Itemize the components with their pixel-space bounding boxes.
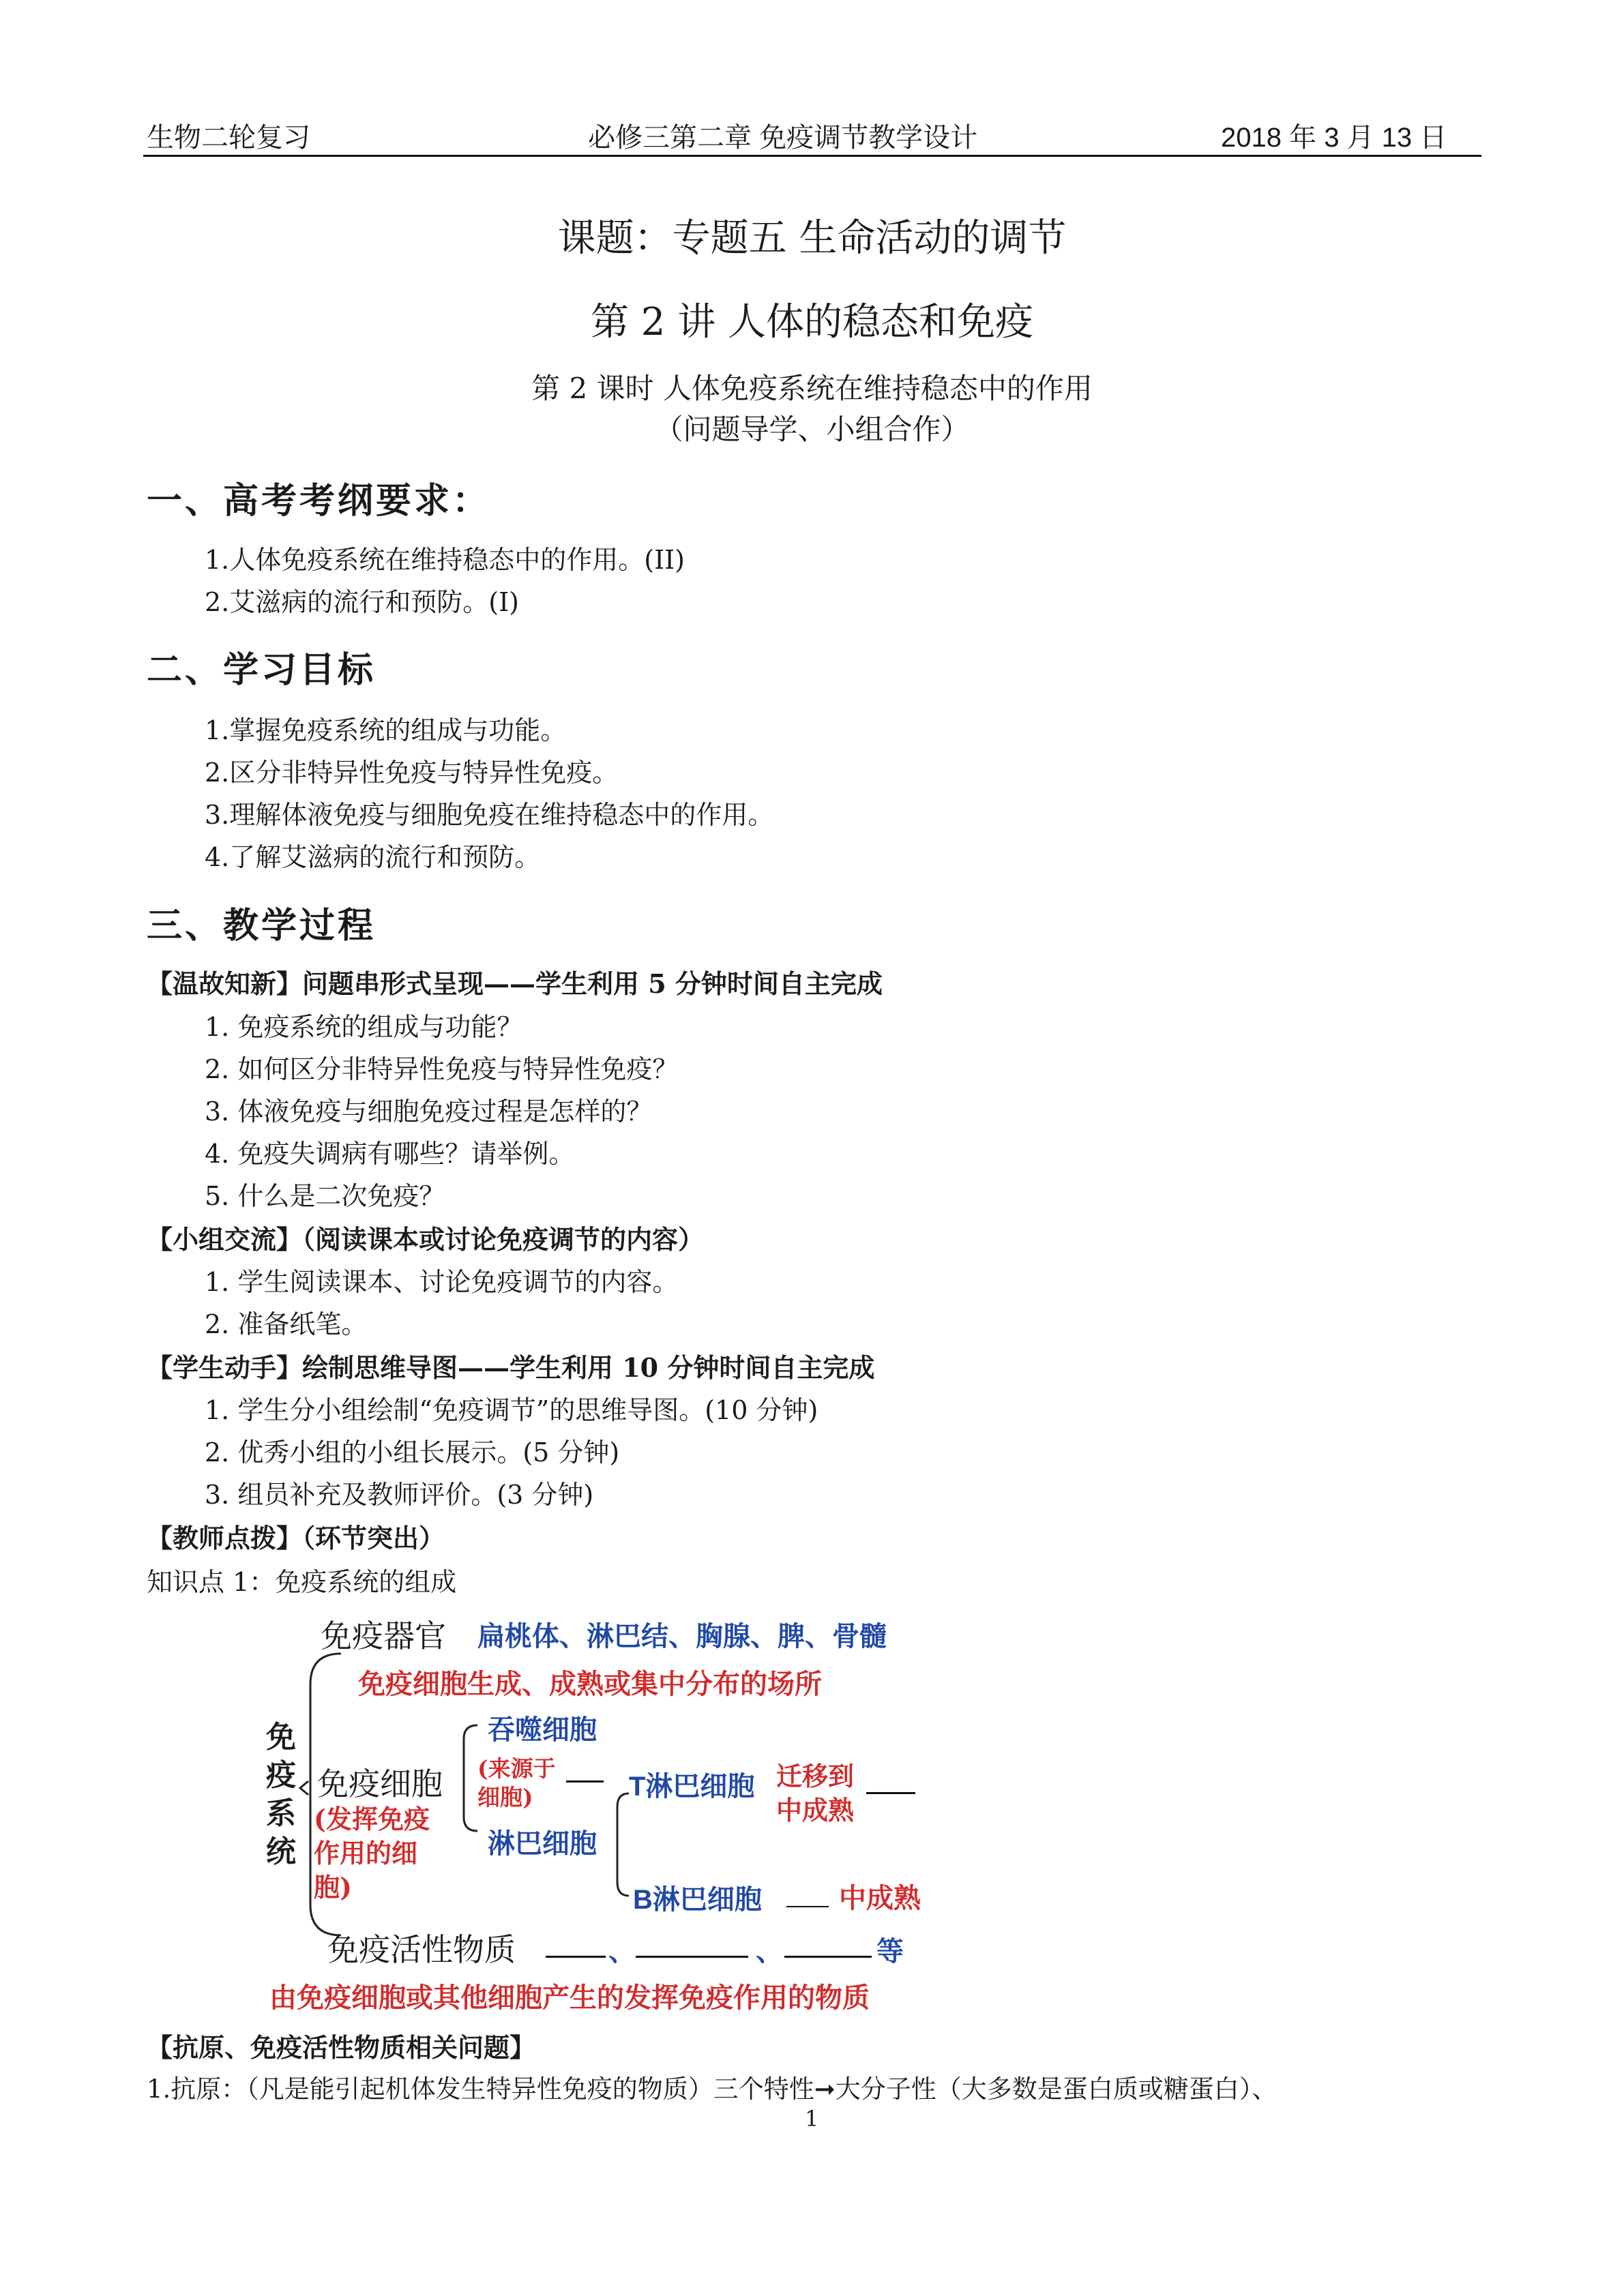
handson-item: 3. 组员补充及教师评价。(3 分钟) <box>205 1480 594 1510</box>
bcell-blank <box>786 1906 829 1907</box>
lymphocyte-label: 淋巴细胞 <box>488 1829 597 1859</box>
organ-desc: 免疫细胞生成、成熟或集中分布的场所 <box>358 1668 822 1700</box>
review-item: 2. 如何区分非特异性免疫与特异性免疫？ <box>205 1054 679 1084</box>
handson-item: 2. 优秀小组的小组长展示。(5 分钟) <box>205 1437 620 1467</box>
handson-title: 【学生动手】绘制思维导图——学生利用 10 分钟时间自主完成 <box>147 1352 875 1383</box>
bcell-label: B淋巴细胞 <box>633 1885 762 1915</box>
header-center: 必修三第二章 免疫调节教学设计 <box>588 123 978 153</box>
lymph-bracket <box>617 1793 629 1896</box>
cell-bracket <box>464 1725 477 1831</box>
root-bracket-tip <box>300 1781 308 1795</box>
active-blank <box>636 1956 748 1958</box>
lecture-title: 第 2 讲 人体的稳态和免疫 <box>590 300 1034 344</box>
section1-heading: 一、高考考纲要求： <box>147 480 491 522</box>
active-blank <box>784 1956 872 1958</box>
group-item: 2. 准备纸笔。 <box>205 1309 368 1339</box>
organ-list: 扁桃体、淋巴结、胸腺、脾、骨髓 <box>477 1622 887 1652</box>
section2-item: 4.了解艾滋病的流行和预防。 <box>205 842 541 872</box>
group-item: 1. 学生阅读课本、讨论免疫调节的内容。 <box>205 1267 679 1297</box>
active-sep: 、 <box>756 1937 783 1967</box>
source-blank <box>566 1780 604 1783</box>
group-title: 【小组交流】（阅读课本或讨论免疫调节的内容） <box>147 1224 705 1255</box>
section1-item: 1.人体免疫系统在维持稳态中的作用。(II) <box>205 545 685 575</box>
root-label: 免疫系统 <box>266 1720 296 1868</box>
header-date: 2018 年 3 月 13 日 <box>1221 123 1447 153</box>
review-item: 5. 什么是二次免疫？ <box>205 1181 445 1211</box>
active-desc: 由免疫细胞或其他细胞产生的发挥免疫作用的物质 <box>269 1982 870 2014</box>
active-sep: 、 <box>608 1937 636 1967</box>
header-left: 生物二轮复习 <box>147 123 310 153</box>
knowledge-point-1: 知识点 1：免疫系统的组成 <box>147 1567 457 1597</box>
antigen-title: 【抗原、免疫活性物质相关问题】 <box>147 2032 536 2063</box>
active-etc: 等 <box>876 1937 904 1967</box>
topic-title: 课题：专题五 生命活动的调节 <box>557 216 1067 260</box>
bcell-desc: 中成熟 <box>839 1882 921 1914</box>
teacher-title: 【教师点拨】（环节突出） <box>147 1523 445 1553</box>
section2-item: 1.掌握免疫系统的组成与功能。 <box>205 715 567 745</box>
section2-item: 3.理解体液免疫与细胞免疫在维持稳态中的作用。 <box>205 800 774 830</box>
method-subtitle: （问题导学、小组合作） <box>654 413 970 446</box>
review-item: 3. 体液免疫与细胞免疫过程是怎样的？ <box>205 1097 653 1127</box>
section2-item: 2.区分非特异性免疫与特异性免疫。 <box>205 758 619 788</box>
lesson-title: 第 2 课时 人体免疫系统在维持稳态中的作用 <box>531 372 1093 405</box>
antigen-line: 1.抗原：（凡是能引起机体发生特异性免疫的物质）三个特性➞大分子性（大多数是蛋白质或糖蛋白）、 <box>147 2074 1278 2104</box>
active-label: 免疫活性物质 <box>327 1932 516 1967</box>
tcell-blank <box>866 1792 915 1794</box>
tcell-label: T淋巴细胞 <box>629 1772 755 1802</box>
review-title: 【温故知新】问题串形式呈现——学生利用 5 分钟时间自主完成 <box>147 968 883 999</box>
review-item: 4. 免疫失调病有哪些？请举例。 <box>205 1139 575 1169</box>
macrophage-label: 吞噬细胞 <box>488 1715 597 1745</box>
page-number: 1 <box>805 2106 819 2132</box>
cell-label: 免疫细胞 <box>317 1766 443 1802</box>
tcell-desc: 迁移到中成熟 <box>776 1761 855 1825</box>
active-blank <box>546 1956 606 1958</box>
handson-item: 1. 学生分小组绘制“免疫调节”的思维导图。(10 分钟) <box>205 1395 818 1425</box>
source-note: (来源于细胞) <box>477 1755 556 1810</box>
section2-heading: 二、学习目标 <box>147 649 377 691</box>
cell-desc: (发挥免疫作用的细胞) <box>314 1804 430 1903</box>
section1-item: 2.艾滋病的流行和预防。(I) <box>205 587 519 617</box>
organ-label: 免疫器官 <box>321 1618 446 1654</box>
review-item: 1. 免疫系统的组成与功能？ <box>205 1012 523 1042</box>
section3-heading: 三、教学过程 <box>147 905 377 946</box>
